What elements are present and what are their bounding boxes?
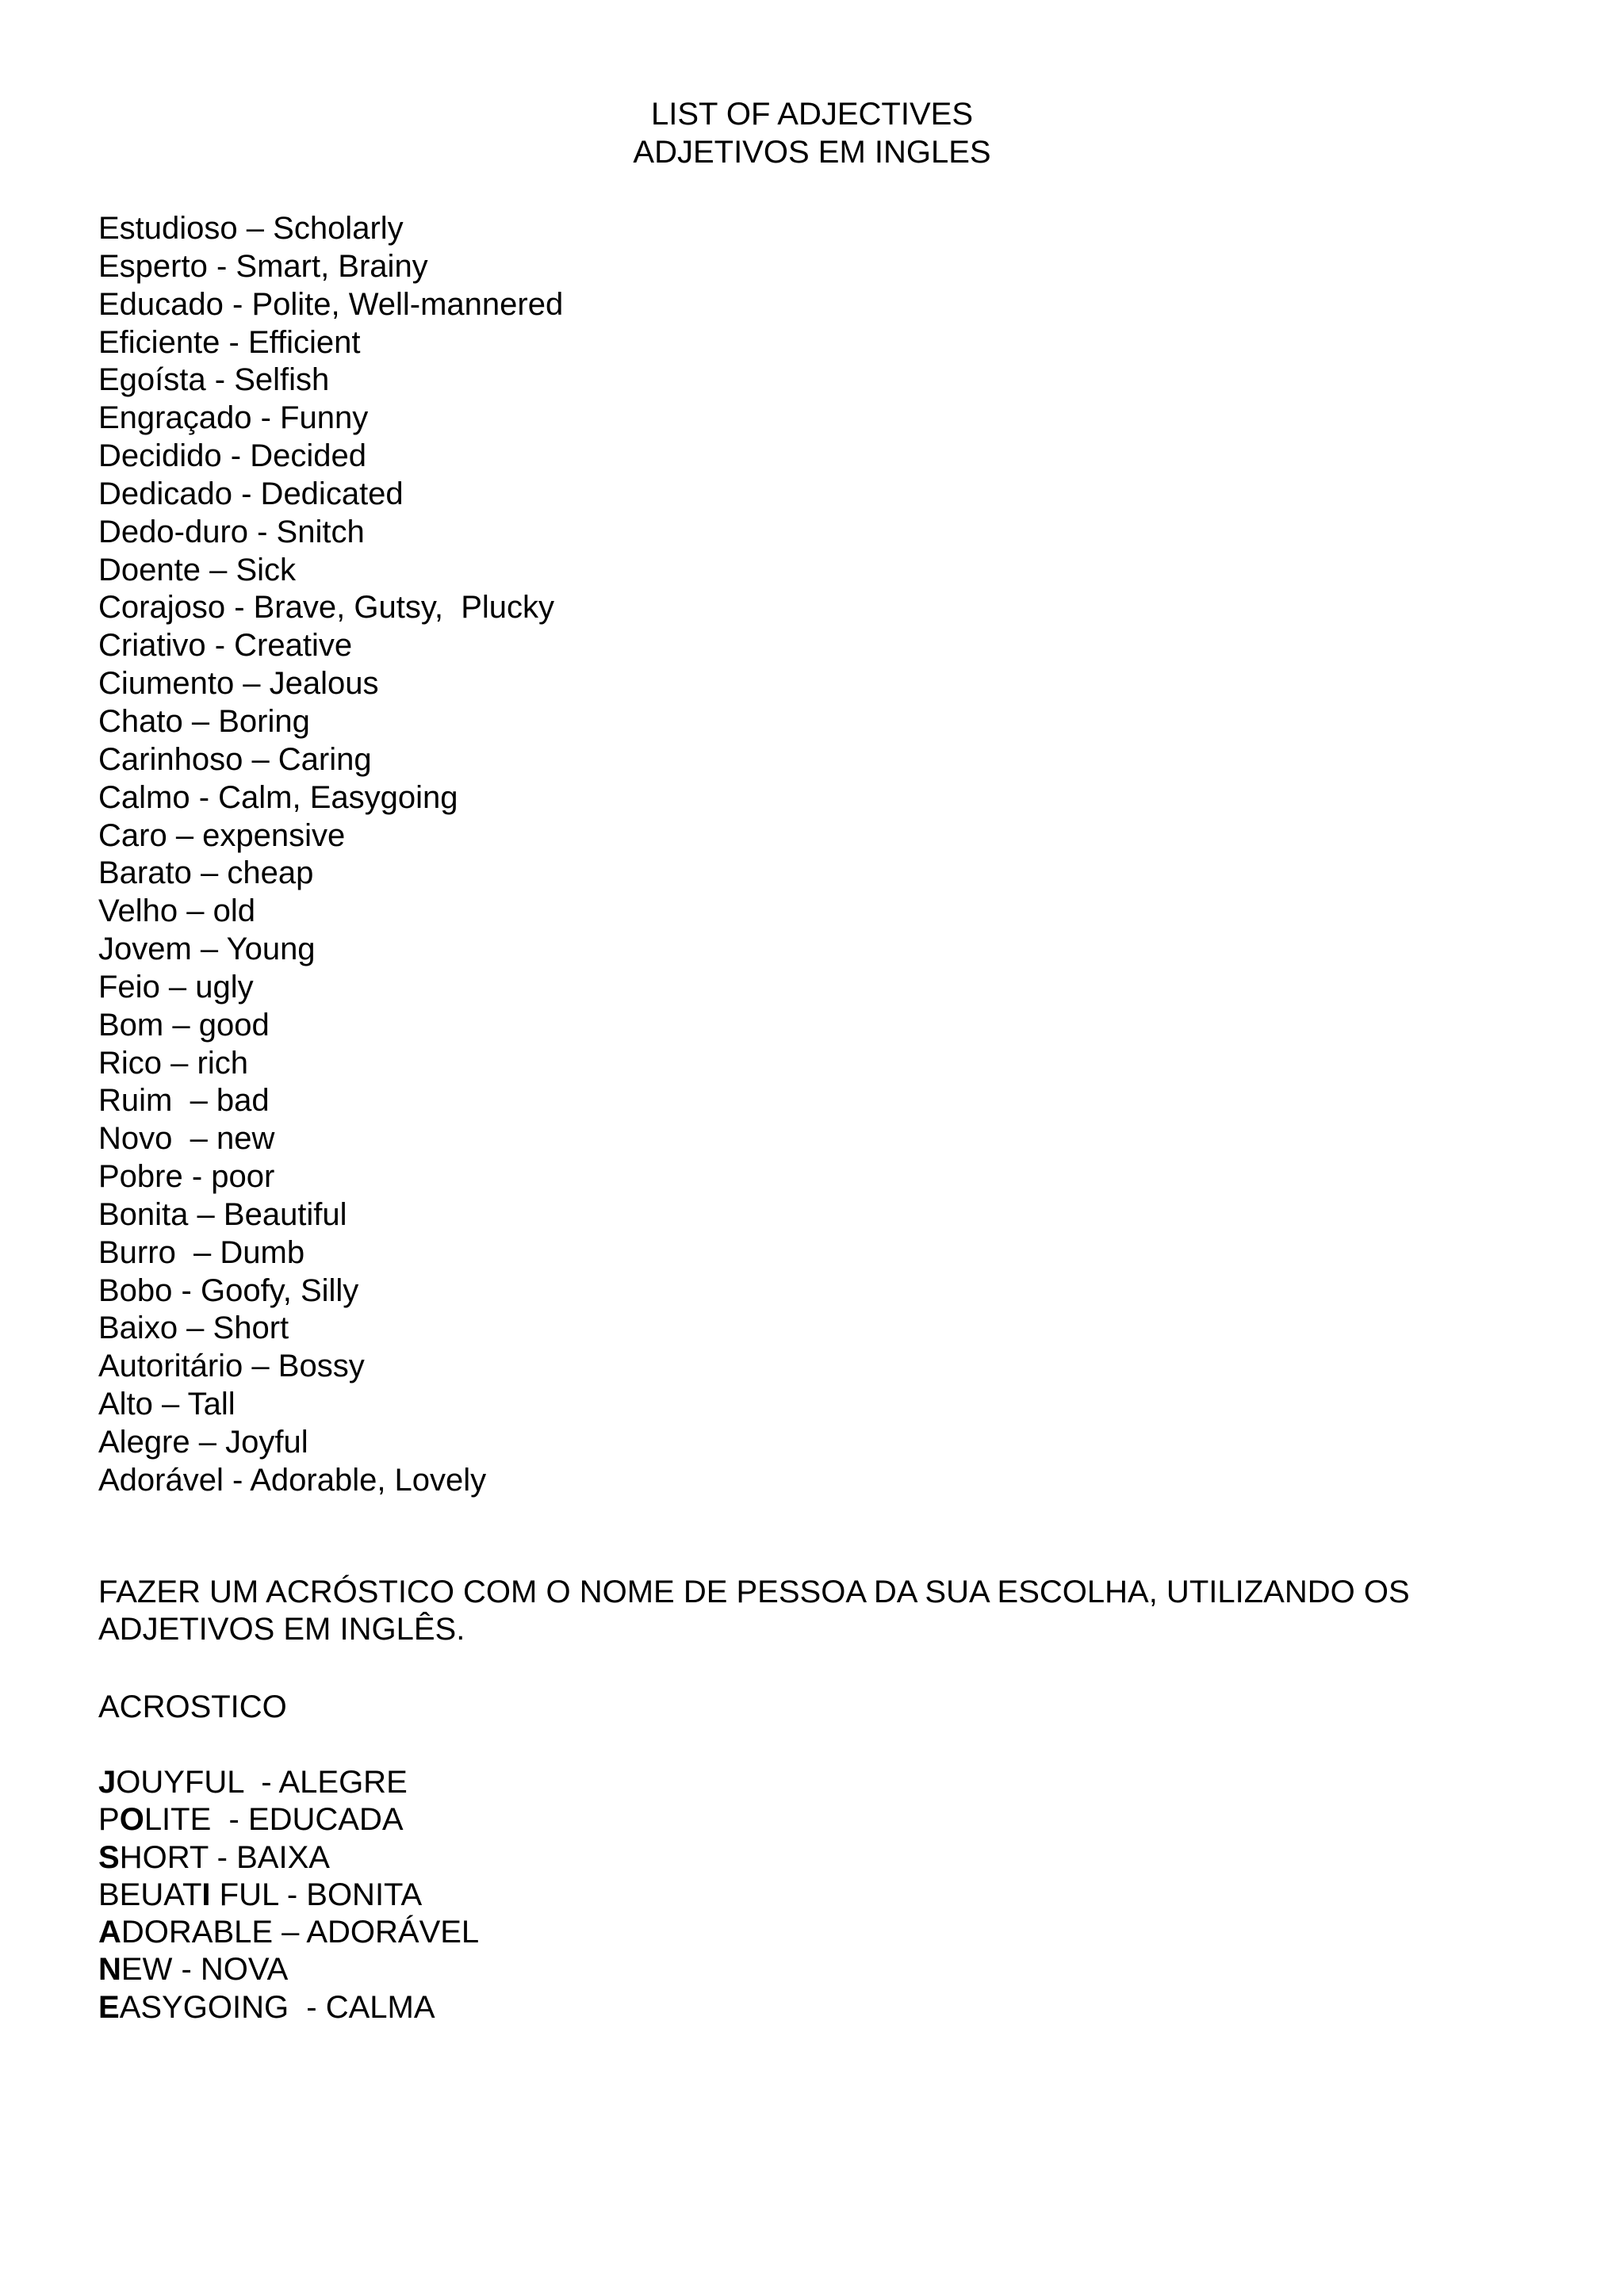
acrostic-line <box>98 1914 479 1951</box>
list-item: Feio – ugly <box>98 969 254 1004</box>
acrostic-line <box>98 1951 479 1988</box>
acrostic-suffix: OUYFUL - ALEGRE <box>116 1765 408 1800</box>
list-item: Bobo - Goofy, Silly <box>98 1272 359 1308</box>
acrostic-key-letter: A <box>98 1915 121 1950</box>
list-item: Rico – rich <box>98 1045 248 1081</box>
list-item: Autoritário – Bossy <box>98 1349 365 1384</box>
list-item: Dedo-duro - Snitch <box>98 514 365 549</box>
acrostic-key-letter: O <box>119 1802 144 1838</box>
acrostic-key-letter: E <box>98 1989 120 2025</box>
acrostic-key-letter: S <box>98 1839 120 1875</box>
list-item: Ruim – bad <box>98 1083 270 1119</box>
list-item: Burro – Dumb <box>98 1234 305 1270</box>
acrostic-key-letter: I <box>201 1877 211 1912</box>
acrostic-key-letter: N <box>98 1952 121 1988</box>
acrostic-suffix: HORT - BAIXA <box>119 1839 330 1875</box>
title-block <box>0 95 1624 171</box>
list-item: Criativo - Creative <box>98 628 353 664</box>
list-item: Estudioso – Scholarly <box>98 211 404 246</box>
page-title: LIST OF ADJECTIVES <box>650 97 974 132</box>
acrostic-prefix: P <box>98 1802 120 1838</box>
acrostic-line <box>98 1877 479 1914</box>
list-item: Educado - Polite, Well-mannered <box>98 286 564 322</box>
acrostic-line <box>98 1989 479 2026</box>
acrostic-suffix: DORABLE – ADORÁVEL <box>121 1915 480 1950</box>
acrostic-line <box>98 1801 479 1839</box>
acrostic-key-letter: J <box>98 1765 117 1800</box>
list-item: Alegre – Joyful <box>98 1425 308 1460</box>
instruction-text <box>98 1574 1526 1648</box>
list-item: Adorável - Adorable, Lovely <box>98 1462 487 1498</box>
acrostic-suffix: FUL - BONITA <box>210 1877 423 1912</box>
acrostic-suffix: LITE - EDUCADA <box>144 1802 404 1838</box>
list-item: Corajoso - Brave, Gutsy, Plucky <box>98 590 554 626</box>
list-item: Baixo – Short <box>98 1311 289 1346</box>
list-item: Velho – old <box>98 894 255 929</box>
list-item: Jovem – Young <box>98 932 316 967</box>
acrostic-suffix: EW - NOVA <box>121 1952 289 1988</box>
list-item: Carinhoso – Caring <box>98 741 372 777</box>
instruction-line: ADJETIVOS EM INGLÊS. <box>98 1612 465 1647</box>
list-item: Ciumento – Jealous <box>98 666 379 702</box>
list-item: Eficiente - Efficient <box>98 324 361 360</box>
instruction-line: FAZER UM ACRÓSTICO COM O NOME DE PESSOA DA SUA ESCOLHA, UTILIZANDO OS <box>98 1575 1410 1609</box>
list-item: Egoísta - Selfish <box>98 362 330 398</box>
acrostic-heading: ACROSTICO <box>98 1689 287 1724</box>
list-item: Caro – expensive <box>98 817 346 853</box>
list-item: Esperto - Smart, Brainy <box>98 248 428 284</box>
list-item: Calmo - Calm, Easygoing <box>98 779 458 815</box>
list-item: Decidido - Decided <box>98 438 366 474</box>
list-item: Engraçado - Funny <box>98 400 369 436</box>
acrostic-list <box>98 1764 479 2026</box>
list-item: Bonita – Beautiful <box>98 1196 347 1232</box>
list-item: Doente – Sick <box>98 552 297 587</box>
list-item: Novo – new <box>98 1121 275 1157</box>
list-item: Alto – Tall <box>98 1387 236 1422</box>
acrostic-line <box>98 1764 479 1801</box>
list-item: Bom – good <box>98 1007 270 1043</box>
acrostic-line <box>98 1839 479 1877</box>
page-subtitle: ADJETIVOS EM INGLES <box>633 135 991 170</box>
acrostic-prefix: BEUAT <box>98 1877 202 1912</box>
adjective-list <box>98 210 563 1500</box>
acrostic-suffix: ASYGOING - CALMA <box>119 1989 435 2025</box>
list-item: Barato – cheap <box>98 855 314 891</box>
list-item: Chato – Boring <box>98 703 310 739</box>
list-item: Dedicado - Dedicated <box>98 476 404 511</box>
list-item: Pobre - poor <box>98 1159 275 1195</box>
